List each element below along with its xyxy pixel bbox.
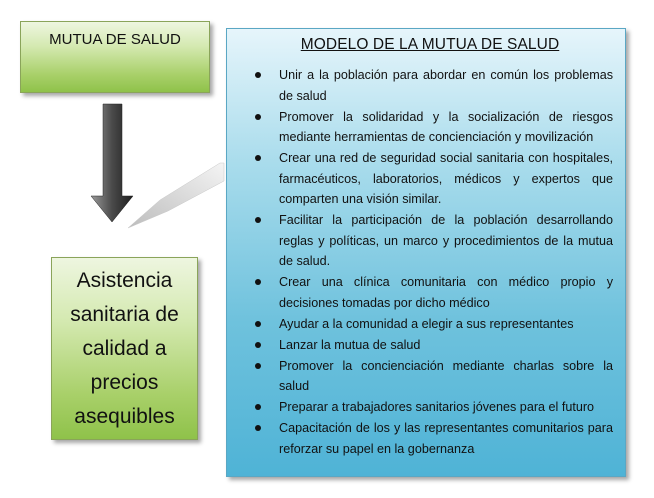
list-item: Crear una clínica comunitaria con médico propio y decisiones tomadas por dicho médico <box>247 272 613 313</box>
list-item: Unir a la población para abordar en común los problemas de salud <box>247 65 613 106</box>
model-list <box>247 65 613 459</box>
mutua-de-salud-label: MUTUA DE SALUD <box>49 31 181 48</box>
model-box <box>226 28 626 477</box>
diagonal-arrow <box>128 163 224 228</box>
outcome-line: Asistencia <box>76 268 173 292</box>
list-item: Ayudar a la comunidad a elegir a sus representantes <box>247 314 613 335</box>
list-item: Promover la solidaridad y la socialización de riesgos mediante herramientas de concienciación y movilización <box>247 107 613 148</box>
model-title: MODELO DE LA MUTUA DE SALUD <box>300 36 560 53</box>
outcome-line: calidad a <box>82 336 167 360</box>
list-item: Capacitación de los y las representantes comunitarios para reforzar su papel en la gobernanza <box>247 418 613 459</box>
outcome-line: precios <box>90 370 159 394</box>
list-item: Crear una red de seguridad social sanitaria con hospitales, farmacéuticos, laboratorios, médicos y expertos que comparten una visión similar. <box>247 148 613 210</box>
list-item: Preparar a trabajadores sanitarios jóvenes para el futuro <box>247 397 613 418</box>
outcome-line: asequibles <box>74 404 175 428</box>
down-arrow <box>91 104 133 222</box>
list-item: Facilitar la participación de la población desarrollando reglas y políticas, un marco y procedimientos de la mutua de salud. <box>247 210 613 272</box>
mutua-de-salud-box <box>20 21 210 93</box>
outcome-box <box>51 257 198 440</box>
outcome-text <box>70 264 179 434</box>
list-item: Promover la concienciación mediante charlas sobre la salud <box>247 356 613 397</box>
outcome-line: sanitaria de <box>70 302 179 326</box>
list-item: Lanzar la mutua de salud <box>247 335 613 356</box>
